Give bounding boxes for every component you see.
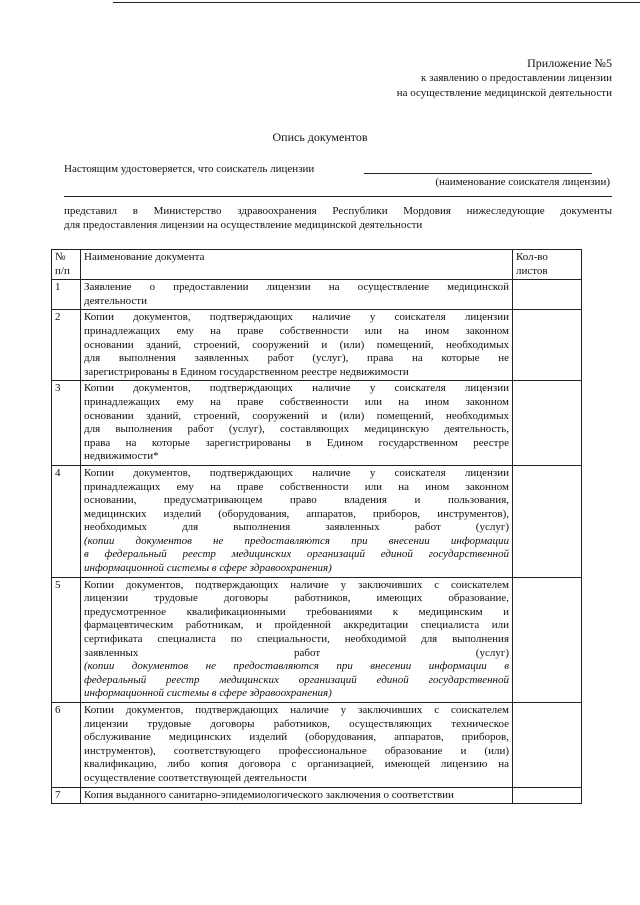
document-name-line: принадлежащих ему на праве собственности или на ином законном [84,324,509,337]
table-header-row [52,250,582,280]
document-name-line: предусмотренное квалификационными требованиями к медицинским и [84,605,509,618]
document-name-line: принадлежащих ему на праве собственности или на ином законном [84,480,509,493]
presented-paragraph [64,205,612,232]
table-row [52,465,582,577]
header-name: Наименование документа [81,250,513,280]
header-num: № п/п [52,250,81,280]
document-name-line: медицинских изделий (оборудования, аппаратов, приборов, инструментов), [84,507,509,520]
row-document-name [81,310,513,381]
top-rule [113,2,640,3]
document-name-line: необходимых для выполнения заявленных работ (услуг) [84,521,509,534]
row-number: 4 [52,465,81,577]
table-row [52,310,582,381]
document-note-line: федеральный реестр медицинских организаций единой государственной [84,673,509,686]
row-sheet-count-cell[interactable] [513,703,582,788]
applicant-name-field-continued[interactable] [64,196,612,197]
document-name-line: основании зданий, строений, сооружений и (или) помещений, необходимых [84,338,509,351]
document-name-line: принадлежащих ему на праве собственности или на ином законном [84,395,509,408]
document-name-line: квалификацию, либо копия договора с организацией, имеющей лицензию на [84,758,509,771]
row-sheet-count-cell[interactable] [513,381,582,466]
appendix-line-2: на осуществление медицинской деятельности [396,87,612,99]
document-name-line: Копии документов, подтверждающих наличие у соискателя лицензии [84,382,509,395]
row-document-name [81,465,513,577]
document-name-line: Копии документов, подтверждающих наличие у соискателя лицензии [84,466,509,479]
document-name-line: деятельности [84,294,147,307]
document-name-line: обслуживание медицинских изделий (оборудования, аппаратов, приборов, [84,731,509,744]
document-name-line: для выполнения заявленных работ (услуг), права на которые не [84,352,509,365]
table-row [52,381,582,466]
table-row [52,787,582,804]
document-name-line: заявленных работ (услуг) [84,646,509,659]
row-number: 3 [52,381,81,466]
document-note-line: в федеральный реестр медицинских организаций единой государственной [84,548,509,561]
row-number: 5 [52,577,81,702]
document-title: Опись документов [272,130,368,144]
row-sheet-count-cell[interactable] [513,280,582,310]
appendix-title: Приложение №5 [527,56,612,70]
appendix-line-1: к заявлению о предоставлении лицензии [421,72,612,84]
document-name-line: зарегистрированы в Едином государственном реестре недвижимости [84,365,409,378]
document-name-line: лицензии трудовые договоры работников, имеющих образование, [84,592,509,605]
document-name-line: инструментов), соответствующего профессиональное образование и (или) [84,744,509,757]
row-document-name [81,381,513,466]
document-name-line: Копии документов, подтверждающих наличие у заключивших с соискателем [84,704,509,716]
row-number: 6 [52,703,81,788]
document-name-line: фармацевтическим работникам, и пройденной аккредитации специалиста или [84,619,509,632]
document-name-line: Заявление о предоставлении лицензии на осуществление медицинской [84,281,509,294]
table-row [52,280,582,310]
row-sheet-count-cell[interactable] [513,465,582,577]
header-count: Кол-во листов [513,250,582,280]
row-document-name [81,280,513,310]
row-sheet-count-cell[interactable] [513,787,582,804]
document-name-line: осуществление соответствующей деятельности [84,771,307,784]
table-row [52,577,582,702]
document-name-line: права на которые зарегистрированы в Едином государственном реестре [84,436,509,449]
document-note-line: (копии документов не предоставляются при внесении информации [84,534,509,547]
document-name-line: Копия выданного санитарно-эпидемиологического заключения о соответствии [84,788,454,801]
document-name-line: сертификата специалиста по специальности, необходимой для выполнения [84,633,509,646]
certify-row [64,163,612,177]
document-note-line: информационной системы в сфере здравоохранения) [84,562,332,575]
row-document-name [81,787,513,804]
presented-line-1: представил в Министерство здравоохранения Республики Мордовия нижеследующие документы [64,205,612,217]
document-name-line: лицензии трудовые договоры работников, осуществляющих техническое [84,717,509,730]
certify-text: Настоящим удостоверяется, что соискатель лицензии [64,163,315,175]
document-name-line: основании зданий, строений, сооружений и (или) помещений, необходимых [84,409,509,422]
document-name-line: недвижимости* [84,450,159,463]
row-number: 7 [52,787,81,804]
row-sheet-count-cell[interactable] [513,310,582,381]
row-document-name [81,703,513,788]
applicant-name-field[interactable] [364,173,592,174]
row-sheet-count-cell[interactable] [513,577,582,702]
row-number: 1 [52,280,81,310]
documents-table [51,249,582,804]
document-name-line: основании, предусматривающем право владения и пользования, [84,494,509,507]
applicant-name-hint: (наименование соискателя лицензии) [435,176,610,188]
document-name-line: для выполнения работ (услуг), составляющих медицинскую деятельность, [84,423,509,436]
row-document-name [81,577,513,702]
appendix-header [397,56,612,101]
presented-line-2: для предоставления лицензии на осуществление медицинской деятельности [64,218,423,231]
row-number: 2 [52,310,81,381]
document-name-line: Копии документов, подтверждающих наличие у соискателя лицензии [84,311,509,324]
document-note-line: информационной системы в сфере здравоохранения) [84,687,332,700]
table-row [52,703,582,788]
document-note-line: (копии документов не предоставляются при внесении информации в [84,660,509,673]
document-name-line: Копии документов, подтверждающих наличие у заключивших с соискателем [84,578,509,591]
